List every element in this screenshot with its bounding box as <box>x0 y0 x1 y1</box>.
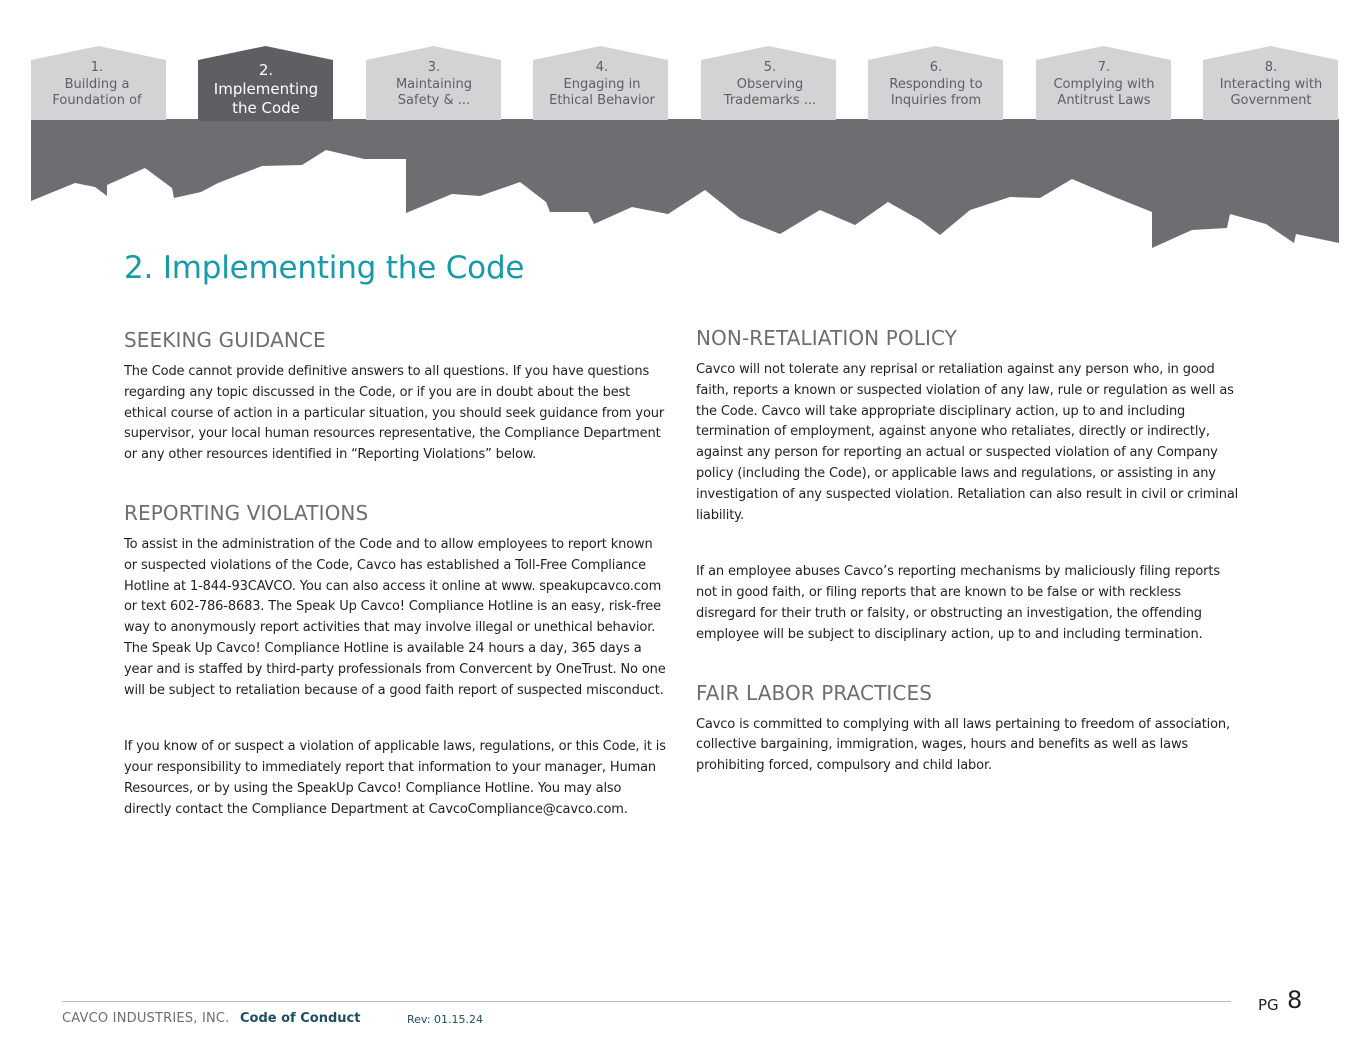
seeking-guidance-heading: SEEKING GUIDANCE <box>124 328 326 352</box>
paragraph-spacer <box>124 701 669 737</box>
fair-labor-text: Cavco is committed to complying with all laws pertaining to freedom of association, collective bargaining, immigration, wages, hours and benefits as well as laws prohibiting forced, compulsory and child labor. <box>696 716 1230 774</box>
tab-label-line1: Maintaining <box>395 76 473 92</box>
tab-label-line1: Observing <box>736 76 804 92</box>
chapter-nav-banner <box>0 0 1365 260</box>
footer-revision: Rev: 01.15.24 <box>407 1013 484 1026</box>
tab-label-line1: Building a <box>64 76 130 92</box>
tab-number: 1. <box>90 60 104 75</box>
section-spacer <box>124 466 669 500</box>
tab-observing-trademarks[interactable] <box>702 60 838 110</box>
tab-complying-with-antitrust-laws[interactable] <box>1036 60 1172 110</box>
paragraph-spacer <box>696 526 1241 562</box>
tab-label-line2: Safety & ... <box>397 93 471 108</box>
tab-label-line1: Complying with <box>1053 76 1155 92</box>
tab-implementing-the-code[interactable] <box>198 61 334 118</box>
right-column <box>696 325 1241 777</box>
tab-maintaining-safety[interactable] <box>366 60 502 110</box>
tab-label-line2: Government <box>1230 93 1312 108</box>
footer-divider <box>62 1001 1231 1002</box>
reporting-violations-text: To assist in the administration of the Code and to allow employees to report known or suspected violations of the Code, Cavco has established a Toll-Free Compliance Hotline at 1-844-93CAVCO. You can also access it online at www. speakupcavco.com or text 602-786-8683. The Speak Up Cavco! Compliance Hotline is an easy, risk-free way to anonymously report activities that may involve illegal or unethical behavior. The Speak Up Cavco! Compliance Hotline is available 24 hours a day, 365 days a year and is staffed by third-party professionals from Convercent by OneTrust. No one will be subject to retaliation because of a good faith report of suspected misconduct. <box>124 536 666 698</box>
tab-number: 5. <box>763 60 777 75</box>
tab-label-line2: Antitrust Laws <box>1057 93 1151 108</box>
tab-number: 6. <box>929 60 943 75</box>
tab-label-line2: Foundation of <box>52 93 142 108</box>
reporting-violations-heading: REPORTING VIOLATIONS <box>124 500 369 525</box>
tab-number: 7. <box>1097 60 1111 75</box>
tab-building-a-foundation[interactable] <box>29 60 165 110</box>
tab-number: 3. <box>427 60 441 75</box>
tab-label-line2: Inquiries from <box>890 93 982 108</box>
section-spacer <box>696 646 1241 680</box>
footer-company-name: CAVCO INDUSTRIES, INC. <box>62 1011 230 1026</box>
tab-label-line2: Ethical Behavior <box>549 93 655 108</box>
tab-label-line1: Implementing <box>213 80 319 98</box>
reporting-violations-contact-text: If you know of or suspect a violation of applicable laws, regulations, or this Code, it is your responsibility to immediately report that information to your manager, Human Resources, or by using the SpeakUp Cavco! Compliance Hotline. You may also directly contact the Compliance Department at CavcoCompliance@cavco.com. <box>124 739 666 817</box>
seeking-guidance-text: The Code cannot provide definitive answers to all questions. If you have questions regarding any topic discussed in the Code, or if you are in doubt about the best ethical course of action in a particular situation, you should seek guidance from your supervisor, your local human resources representative, the Compliance Department or any other resources identified in “Reporting Violations” below. <box>124 364 665 463</box>
tab-label-line1: Interacting with <box>1219 76 1323 92</box>
fair-labor-heading: FAIR LABOR PRACTICES <box>696 680 933 705</box>
tab-label-line2: Trademarks ... <box>723 93 817 108</box>
tab-label-line2: the Code <box>232 99 300 117</box>
tab-number: 8. <box>1264 60 1278 75</box>
page-number-label: PG <box>1258 996 1279 1014</box>
tab-label-line1: Engaging in <box>563 76 641 92</box>
tab-number: 2. <box>258 61 274 79</box>
tab-engaging-in-ethical-behavior[interactable] <box>534 60 670 110</box>
non-retaliation-text: Cavco will not tolerate any reprisal or retaliation against any person who, in good faith, reports a known or suspected violation of any law, rule or regulation as well as the Code. Cavco will take appropriate disciplinary action, up to and including termination of employment, against anyone who retaliates, directly or indirectly, against any person for reporting an actual or suspected violation of any Company policy (including the Code), or applicable laws and regulations, or assisting in any investigation of any suspected violation. Retaliation can also result in civil or criminal liability. <box>696 362 1239 523</box>
page-title: 2. Implementing the Code <box>124 250 525 286</box>
non-retaliation-heading: NON-RETALIATION POLICY <box>696 326 957 350</box>
tab-label-line1: Responding to <box>889 76 983 92</box>
tab-interacting-with-government[interactable] <box>1203 60 1339 110</box>
non-retaliation-abuse-text: If an employee abuses Cavco’s reporting mechanisms by maliciously filing reports not in good faith, or filing reports that are known to be false or with reckless disregard for their truth or falsity, or obstructing an investigation, the offending employee will be subject to disciplinary action, up to and including termination. <box>696 564 1220 642</box>
tab-responding-to-inquiries[interactable] <box>868 60 1004 110</box>
footer-document-title: Code of Conduct <box>240 1011 361 1026</box>
page-number: 8 <box>1287 986 1303 1014</box>
left-column <box>124 327 669 821</box>
skyline-band <box>31 119 1339 248</box>
tab-number: 4. <box>595 60 609 75</box>
